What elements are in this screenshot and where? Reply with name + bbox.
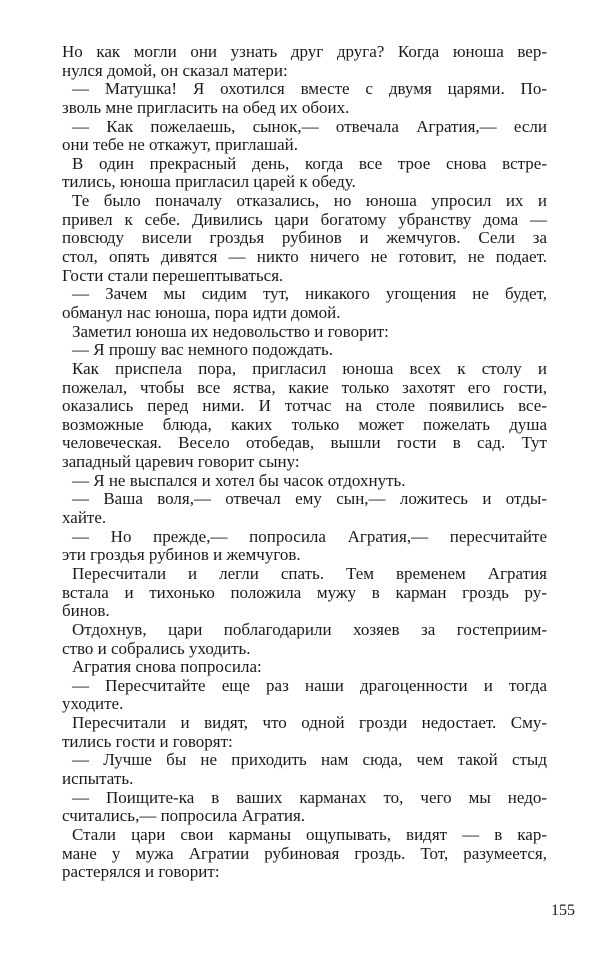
text-line: — Как пожелаешь, сынок,— отвечала Агратия,— если (72, 116, 547, 136)
text-line: Отдохнув, цари поблагодарили хозяев за гостеприим- (72, 619, 547, 639)
text-line: ство и собрались уходить. (62, 638, 251, 658)
text-line: привел к себе. Дивились цари богатому убранству дома — (62, 209, 547, 229)
text-line: возможные блюда, каких только может пожелать душа (62, 414, 547, 434)
text-line: бинов. (62, 601, 110, 621)
text-line: западный царевич говорит сыну: (62, 452, 300, 472)
paragraph (62, 658, 547, 677)
paragraph (62, 341, 547, 360)
text-line: нулся домой, он сказал матери: (62, 60, 288, 80)
text-line: — Ваша воля,— отвечал ему сын,— ложитесь и отды- (72, 489, 547, 509)
text-line: эти гроздья рубинов и жемчугов. (62, 545, 301, 565)
paragraph (62, 621, 547, 658)
paragraph (62, 118, 547, 155)
text-line: Стали цари свои карманы ощупывать, видят — в кар- (72, 824, 547, 844)
text-line: — Лучше бы не приходить нам сюда, чем такой стыд (72, 750, 547, 770)
text-line: Пересчитали и легли спать. Тем временем Агратия (72, 563, 547, 583)
text-line: они тебе не откажут, приглашай. (62, 135, 298, 155)
page-number: 155 (551, 902, 575, 919)
text-line: Агратия снова попросила: (72, 657, 262, 677)
text-line: тились гости и говорят: (62, 731, 233, 751)
text-line: испытать. (62, 768, 134, 788)
paragraph (62, 528, 547, 565)
text-line: — Матушка! Я охотился вместе с двумя царями. По- (72, 79, 547, 99)
text-line: — Я не выспался и хотел бы часок отдохнуть. (72, 470, 406, 490)
paragraph (62, 490, 547, 527)
paragraph (62, 155, 547, 192)
text-line: Те было поначалу отказались, но юноша упросил их и (72, 191, 547, 211)
text-line: мане у мужа Агратии рубиновая гроздь. Тот, разумеется, (62, 843, 547, 863)
text-line: уходите. (62, 694, 124, 714)
text-line: стол, опять дивятся — никто ничего не готовит, не подает. (62, 247, 547, 267)
paragraph (62, 751, 547, 788)
text-line: человеческая. Весело отобедав, вышли гости в сад. Тут (62, 433, 547, 453)
paragraph (62, 472, 547, 491)
paragraph (62, 323, 547, 342)
paragraph (62, 43, 547, 80)
paragraph (62, 789, 547, 826)
text-line: В один прекрасный день, когда все трое снова встре- (72, 153, 547, 173)
text-line: Как приспела пора, пригласил юноша всех к столу и (72, 358, 547, 378)
paragraph (62, 360, 547, 472)
text-line: пожелал, чтобы все яства, какие только захотят его гости, (62, 377, 547, 397)
text-line: — Зачем мы сидим тут, никакого угощения не будет, (72, 284, 547, 304)
paragraph (62, 80, 547, 117)
text-line: считались,— попросила Агратия. (62, 806, 306, 826)
text-line: — Пересчитайте еще раз наши драгоценности и тогда (72, 675, 547, 695)
text-line: тились, юноша пригласил царей к обеду. (62, 172, 356, 192)
text-line: обманул нас юноша, пора идти домой. (62, 302, 341, 322)
text-line: — Я прошу вас немного подождать. (72, 340, 333, 360)
text-line: растерялся и говорит: (62, 862, 220, 882)
paragraph (62, 192, 547, 285)
paragraph (62, 285, 547, 322)
text-line: встала и тихонько положила мужу в карман гроздь ру- (62, 582, 547, 602)
text-line: зволь мне пригласить на обед их обоих. (62, 97, 350, 117)
text-line: Гости стали перешептываться. (62, 265, 284, 285)
text-line: оказались перед ними. И тотчас на столе появились все- (62, 396, 547, 416)
text-line: Пересчитали и видят, что одной грозди недостает. Сму- (72, 713, 547, 733)
text-line: хайте. (62, 508, 107, 528)
page-body-text (62, 43, 547, 882)
text-line: Заметил юноша их недовольство и говорит: (72, 321, 389, 341)
text-line: — Но прежде,— попросила Агратия,— пересчитайте (72, 526, 547, 546)
paragraph (62, 826, 547, 882)
paragraph (62, 565, 547, 621)
text-line: — Поищите-ка в ваших карманах то, чего мы недо- (72, 787, 547, 807)
paragraph (62, 714, 547, 751)
paragraph (62, 677, 547, 714)
text-line: повсюду висели гроздья рубинов и жемчугов. Сели за (62, 228, 547, 248)
text-line: Но как могли они узнать друг друга? Когда юноша вер- (62, 42, 547, 61)
